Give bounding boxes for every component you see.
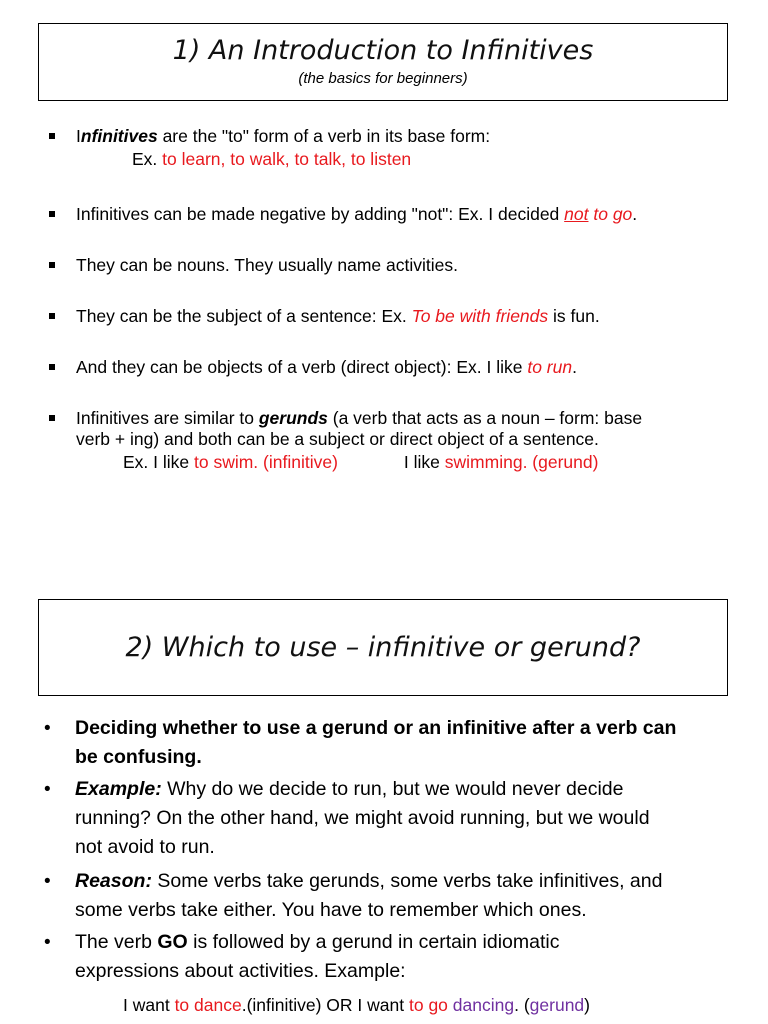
bullet-objects: And they can be objects of a verb (direct object): Ex. I like to run. — [76, 357, 736, 378]
bullet-gerunds-comparison: Infinitives are similar to gerunds (a verb that acts as a noun – form: base verb + ing) and both can be a subject or direct object of a sentence. Ex. I like to swim. (infinitive) I like swimming. (gerund) — [76, 408, 736, 473]
bullet-nouns: They can be nouns. They usually name activities. — [76, 255, 736, 276]
purple-dancing: dancing — [452, 995, 515, 1015]
red-to-go: to go — [593, 204, 633, 224]
slide1-subtitle — [39, 69, 727, 89]
red-object-example: to run — [527, 357, 573, 377]
slide1-title-box — [38, 23, 728, 101]
round-bullet-icon: • — [44, 779, 51, 800]
gerund-example: swimming. (gerund) — [444, 452, 599, 472]
red-to-dance: to dance — [174, 995, 242, 1015]
bullet-deciding: • Deciding whether to use a gerund or an infinitive after a verb can be confusing. — [75, 714, 735, 772]
red-not: not — [564, 204, 589, 224]
verb-go: GO — [157, 931, 188, 953]
bullet-negative: Infinitives can be made negative by adding "not": Ex. I decided not to go. — [76, 204, 736, 225]
square-bullet-icon — [49, 415, 55, 421]
go-example-line: I want to dance.(infinitive) OR I want to go dancing. (gerund) — [123, 995, 590, 1015]
term-infinitives: nfinitives — [80, 126, 158, 146]
slide1-title: 1) An Introduction to Infinitives — [172, 35, 594, 66]
round-bullet-icon: • — [44, 871, 51, 892]
example-line: Ex. to learn, to walk, to talk, to listen — [132, 149, 412, 169]
square-bullet-icon — [49, 364, 55, 370]
round-bullet-icon: • — [44, 718, 51, 739]
bullet-subject: They can be the subject of a sentence: Ex. To be with friends is fun. — [76, 306, 736, 327]
square-bullet-icon — [49, 262, 55, 268]
bullet-verb-go: • The verb GO is followed by a gerund in certain idiomatic expressions about activities. Example: — [75, 928, 735, 986]
example-label: Example: — [75, 778, 162, 800]
example-red: to learn, to walk, to talk, to listen — [162, 149, 412, 169]
red-subject-example: To be with friends — [411, 306, 549, 326]
infinitive-example: to swim. (infinitive) — [194, 452, 338, 472]
purple-gerund: gerund — [529, 995, 585, 1015]
square-bullet-icon — [49, 211, 55, 217]
subtitle-paren: ( — [298, 70, 304, 87]
slide2-title: 2) Which to use – infinitive or gerund? — [125, 632, 641, 663]
comparison-example-line: Ex. I like to swim. (infinitive) I like swimming. (gerund) — [123, 452, 599, 472]
bullet-reason: • Reason: Some verbs take gerunds, some verbs take infinitives, and some verbs take either. You have to remember which ones. — [75, 867, 735, 925]
subtitle-text: the basics for beginners) — [303, 70, 468, 87]
round-bullet-icon: • — [44, 932, 51, 953]
red-to-go: to go — [408, 995, 448, 1015]
bullet-example: • Example: Why do we decide to run, but we would never decide running? On the other hand, we might avoid running, but we would not avoid to run. — [75, 775, 735, 862]
slide2-title-box — [38, 599, 728, 696]
reason-label: Reason: — [75, 870, 152, 892]
square-bullet-icon — [49, 133, 55, 139]
bullet-infinitives-definition: Infinitives are the "to" form of a verb in its base form: Ex. to learn, to walk, to talk, to listen — [76, 126, 736, 170]
square-bullet-icon — [49, 313, 55, 319]
term-gerunds: gerunds — [258, 408, 328, 428]
